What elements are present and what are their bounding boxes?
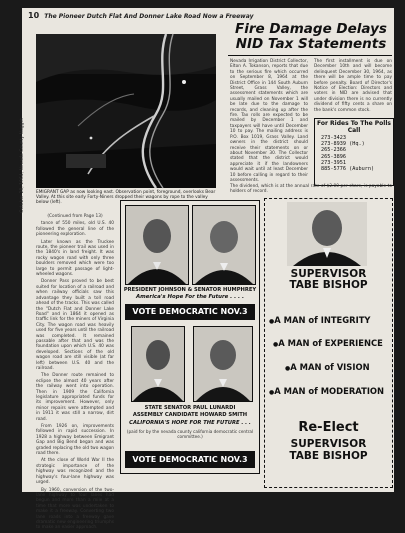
story-paragraph: By 1960, conversion of the two-lane highway to four lanes had begun and more than a mile at a time that more was undertaken to make it a freeway. Converting two lane roads into a freeway gave dramatic new engineering triumphs to make an easier approach. — [36, 487, 114, 531]
johnson-humphrey-caption: PRESIDENT JOHNSON & SENATOR HUMPHREY — [123, 287, 257, 293]
fire-article-column-2: The first installment is due on December 10th and will become delinquent December 30, 1964, as there will be ample time to pay before penalty. Board of Director's Notice of Election: Directors and voters in NID are advised that under division there is no currently dividend of fifty cents a share on the bank's common stock. — [314, 59, 392, 113]
bishop-title-supervisor-2: SUPERVISOR — [290, 438, 367, 450]
bishop-title-name-2: TABE BISHOP — [289, 450, 368, 462]
photo-caption: EMIGRANT GAP as now looking east. Observation point, foreground, overlooks Bear Valley. At this site early Forty-Niners dropped their wagons by rope to the valley below (left). — [36, 190, 216, 206]
fire-damage-headline: Fire Damage Delays NID Tax Statements — [235, 21, 387, 52]
phone-number: 273-3423 — [321, 135, 346, 141]
bishop-item: ●A MAN of MODERATION — [269, 386, 385, 396]
page-header-title: The Pioneer Dutch Flat And Donner Lake Road Now a Freeway — [44, 13, 254, 20]
phone-number: 265-2366 — [321, 147, 346, 154]
story-paragraph: Later known as the Truckee route, the pioneer trail was used in the 1840's in land freight. It was rocky wagon road with only three boulders removed which were too large to permit passage of light-wheeled wagons. — [36, 239, 114, 278]
lunardi-caption: STATE SENATOR PAUL LUNARDI — [144, 405, 236, 411]
bishop-item: ●A MAN of VISION — [285, 362, 370, 372]
top-slogan: America's Hope For the Future . . . . — [135, 294, 244, 300]
bottom-slogan: CALIFORNIA'S HOPE FOR THE FUTURE . . . — [129, 420, 251, 426]
johnson-portrait — [125, 205, 189, 285]
lunardi-portrait — [131, 326, 185, 402]
story-paragraph: The Donner route remained to eclipse the almost 40 years after the railway went into operation. Then in 1909 the California legislature appropriated funds for its improvement. However, only minor repairs were attempted and in 1911 it was still a narrow, dirt road. — [36, 373, 114, 422]
dividend-note: The dividend, which is at the annual rate of $2.00 per share, is payable to holders of record. — [230, 184, 392, 195]
tabe-bishop-ad — [264, 198, 393, 488]
story-paragraph: From 1926 on, improvements followed in rapid succession. In 1928 a highway between Emigrant Gap and Big Bend began and was graded replacing the old two wagon road there. — [36, 424, 114, 457]
rides-to-polls-title: For Rides To The Polls Call — [317, 120, 391, 134]
phone-number: 265-3896 — [321, 153, 346, 160]
smith-portrait — [193, 326, 253, 402]
phone-number: 885-5776 (Auburn) — [321, 166, 375, 173]
emigrant-gap-photo — [36, 34, 216, 188]
phone-number: 273-8939 (Hq.) — [321, 141, 365, 148]
phone-number: 273-3951 — [321, 159, 346, 166]
bishop-portrait — [287, 202, 367, 266]
bishop-item: ●A MAN of EXPERIENCE — [273, 338, 383, 348]
story-paragraph: tance of 550 miles, old U.S. 40 followed the general line of the pioneering exploration. — [36, 221, 114, 238]
page-number: 10 — [28, 11, 40, 20]
democratic-campaign-ad — [120, 200, 260, 474]
continued-story-column — [36, 214, 114, 533]
paid-for-notice: (paid for by the nevada county california democratic central committee.) — [126, 429, 254, 439]
rides-to-polls-box — [314, 118, 394, 186]
dateline-side-text: October 28, 1964, Nevada County Nugget — [20, 118, 25, 213]
vote-democratic-band-2: VOTE DEMOCRATIC NOV.3 — [125, 451, 255, 468]
story-paragraph: Donner Pass proved to be best suited for location of a railroad and when railway officials saw this advantage they built a toll road ahead of the tracks. This was called the "Dutch Flat and Donner Lake Road" and in 1864 it opened as traffic link for the miners of Virginia City. The wagon road was heavily used for five years until the railroad was completed. It remained passable after that and was the foundation upon which U.S. 40 was developed. Sections of the old wagon road are still visible (at far left) between U.S. 40 and the railroad. — [36, 279, 114, 371]
headline-rule — [228, 55, 392, 56]
bishop-item: ●A MAN of INTEGRITY — [269, 315, 371, 325]
smith-caption: ASSEMBLY CANDIDATE HOWARD SMITH — [132, 412, 248, 418]
continued-note: (Continued from Page 13) — [47, 214, 103, 219]
newspaper-page — [20, 8, 394, 531]
phone-list — [315, 135, 393, 172]
re-elect-label: Re-Elect — [298, 420, 359, 435]
story-paragraph: At the close of World War II the strategic importance of the highway was recognized and the highway's four-lane highway was urged. — [36, 458, 114, 486]
humphrey-portrait — [192, 205, 256, 285]
fire-article-column-1: Nevada Irrigation District Collector, Elton A. Tokanson, reports that due to the serious fire which occurred on September 8, 1964 at the District Office in 144 South Auburn Street, Grass Valley, the assessment statements which are usually mailed on November 1 will be late due to the damage to records, and cleaning up after the fire. Tax rolls are expected to be mailed by December 1 and taxpayers will have until December 10 to pay. The mailing address is P.O. Box 1019, Grass Valley. Land owners in the district should receive their statements on or about November 30. The Collector stated that the district would appreciate it if the landowners would wait until at least December 10 before calling in regard to their assessments. — [230, 59, 308, 183]
vote-democratic-band: VOTE DEMOCRATIC NOV.3 — [125, 304, 255, 320]
bishop-title-name: TABE BISHOP — [289, 279, 368, 291]
bishop-title-supervisor: SUPERVISOR — [290, 268, 367, 280]
page-header — [28, 11, 254, 20]
